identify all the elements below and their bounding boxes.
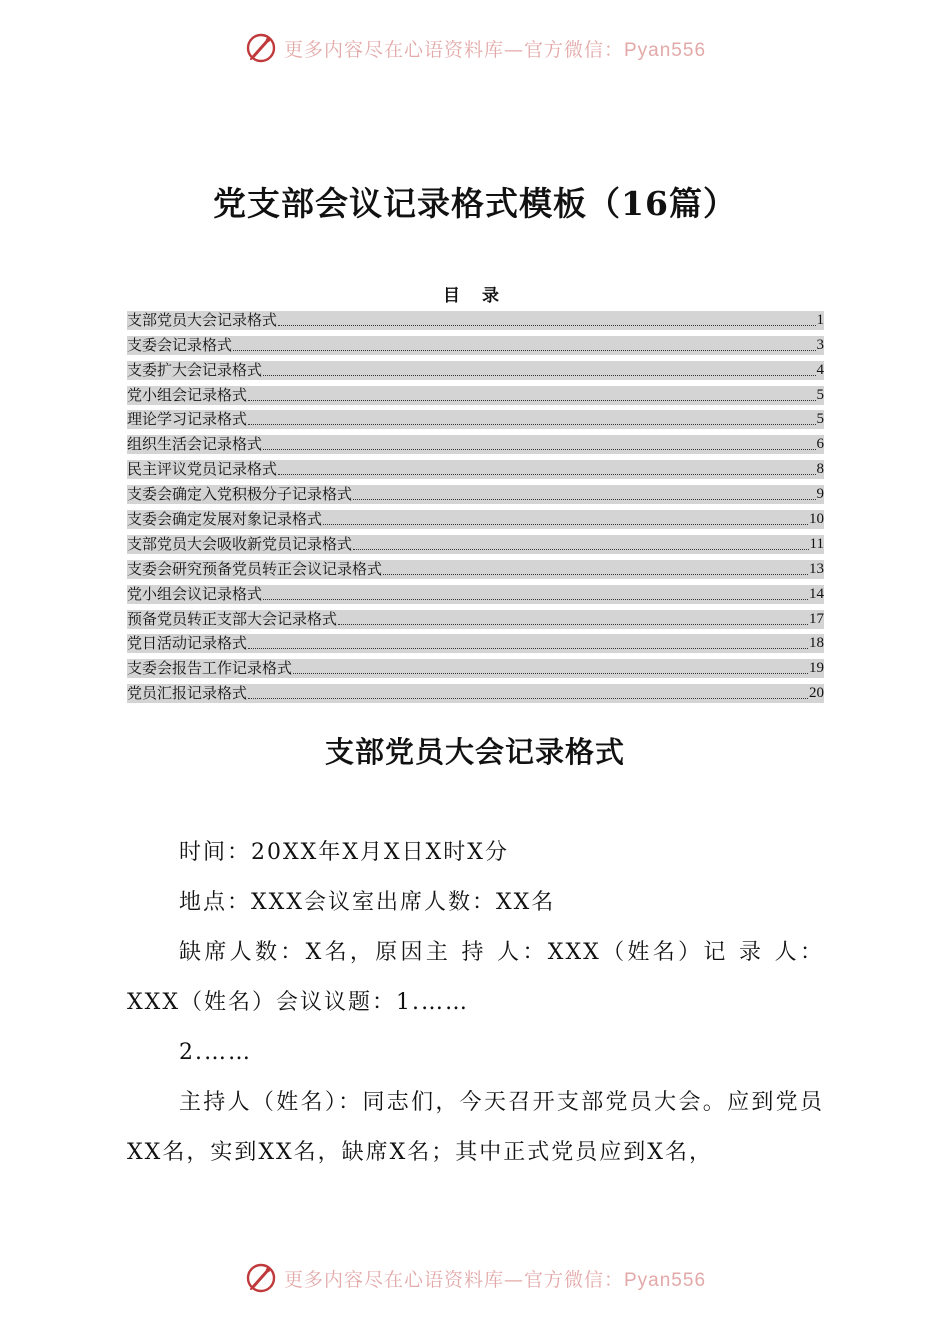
toc-dot-leader <box>278 325 815 326</box>
toc-item-page: 5 <box>816 411 824 428</box>
toc-item-page: 14 <box>809 585 824 602</box>
toc-item-label: 党员汇报记录格式 <box>127 684 248 703</box>
toc-item-label: 理论学习记录格式 <box>127 410 248 429</box>
pen-circle-logo-icon <box>244 1261 278 1295</box>
toc-dot-leader <box>338 624 808 625</box>
toc-item[interactable] <box>127 381 824 406</box>
toc-item-page: 13 <box>809 560 824 577</box>
toc-item-page: 19 <box>809 660 824 677</box>
toc-dot-leader <box>263 449 815 450</box>
toc-item-label: 民主评议党员记录格式 <box>127 460 278 479</box>
paragraph-agenda-item: 2.…… <box>179 1040 252 1065</box>
header-banner <box>0 28 950 68</box>
pen-circle-logo-icon <box>244 31 278 65</box>
section-body <box>127 828 824 1178</box>
toc-dot-leader <box>263 599 808 600</box>
toc-dot-leader <box>323 524 808 525</box>
toc-item-label: 支委会研究预备党员转正会议记录格式 <box>127 559 383 578</box>
toc-item-page: 5 <box>816 386 824 403</box>
toc-item[interactable] <box>127 480 824 505</box>
toc-item[interactable] <box>127 654 824 679</box>
toc-item-page: 17 <box>809 610 824 627</box>
toc-item[interactable] <box>127 630 824 655</box>
toc-item-label: 党小组会记录格式 <box>127 385 248 404</box>
toc-item-label: 支委扩大会记录格式 <box>127 360 263 379</box>
toc-item[interactable] <box>127 530 824 555</box>
footer-banner <box>0 1258 950 1298</box>
toc-item[interactable] <box>127 331 824 356</box>
toc-dot-leader <box>353 499 815 500</box>
toc-dot-leader <box>233 350 815 351</box>
toc-item[interactable] <box>127 356 824 381</box>
toc-item[interactable] <box>127 605 824 630</box>
toc-item-page: 4 <box>816 361 824 378</box>
toc-dot-leader <box>383 574 808 575</box>
toc-dot-leader <box>263 375 815 376</box>
toc-item-label: 支部党员大会记录格式 <box>127 310 278 329</box>
toc-item-page: 11 <box>809 535 824 552</box>
toc-dot-leader <box>248 648 808 649</box>
toc-dot-leader <box>278 474 815 475</box>
toc-item-label: 支委会记录格式 <box>127 335 233 354</box>
toc-item[interactable] <box>127 505 824 530</box>
paragraph-attendance: 缺席人数：X名，原因主 持 人：XXX（姓名）记 录 人：XXX（姓名）会议议题：1.…… <box>127 940 824 1015</box>
toc-item-page: 18 <box>809 635 824 652</box>
toc-item-label: 支委会报告工作记录格式 <box>127 659 293 678</box>
document-title: 党支部会议记录格式模板（16篇） <box>213 184 737 223</box>
toc-item-label: 党小组会议记录格式 <box>127 584 263 603</box>
toc-dot-leader <box>248 698 808 699</box>
toc-item-label: 组织生活会记录格式 <box>127 435 263 454</box>
toc-item[interactable] <box>127 306 824 331</box>
toc-item-page: 3 <box>816 336 824 353</box>
toc-item[interactable] <box>127 580 824 605</box>
toc-item-label: 支委会确定发展对象记录格式 <box>127 510 323 529</box>
toc-item-page: 1 <box>816 311 824 328</box>
toc-item-page: 10 <box>809 511 824 528</box>
toc-item[interactable] <box>127 555 824 580</box>
paragraph-host-speech: 主持人（姓名）：同志们，今天召开支部党员大会。应到党员XX名，实到XX名，缺席X名；其中正式党员应到X名， <box>127 1090 824 1165</box>
toc-item-page: 20 <box>809 685 824 702</box>
toc-item[interactable] <box>127 430 824 455</box>
toc-dot-leader <box>353 549 809 550</box>
banner-text: 更多内容尽在心语资料库—官方微信：Pyan556 <box>283 38 707 61</box>
toc-item-page: 9 <box>816 486 824 503</box>
toc-dot-leader <box>248 400 815 401</box>
toc-item[interactable] <box>127 455 824 480</box>
toc-item-page: 8 <box>816 461 824 478</box>
banner-text: 更多内容尽在心语资料库—官方微信：Pyan556 <box>283 1268 707 1291</box>
toc-item-page: 6 <box>816 436 824 453</box>
paragraph-location: 地点：XXX会议室出席人数：XX名 <box>179 890 556 915</box>
paragraph-time: 时间：20XX年X月X日X时X分 <box>179 840 509 865</box>
toc-item[interactable] <box>127 679 824 704</box>
toc-item-label: 支委会确定入党积极分子记录格式 <box>127 485 353 504</box>
toc-dot-leader <box>293 673 808 674</box>
table-of-contents <box>127 306 824 704</box>
toc-item-label: 支部党员大会吸收新党员记录格式 <box>127 534 353 553</box>
toc-item-label: 预备党员转正支部大会记录格式 <box>127 609 338 628</box>
toc-item-label: 党日活动记录格式 <box>127 634 248 653</box>
toc-item[interactable] <box>127 406 824 431</box>
toc-heading: 目 录 <box>443 286 507 306</box>
section-title: 支部党员大会记录格式 <box>324 735 625 769</box>
toc-dot-leader <box>248 424 815 425</box>
